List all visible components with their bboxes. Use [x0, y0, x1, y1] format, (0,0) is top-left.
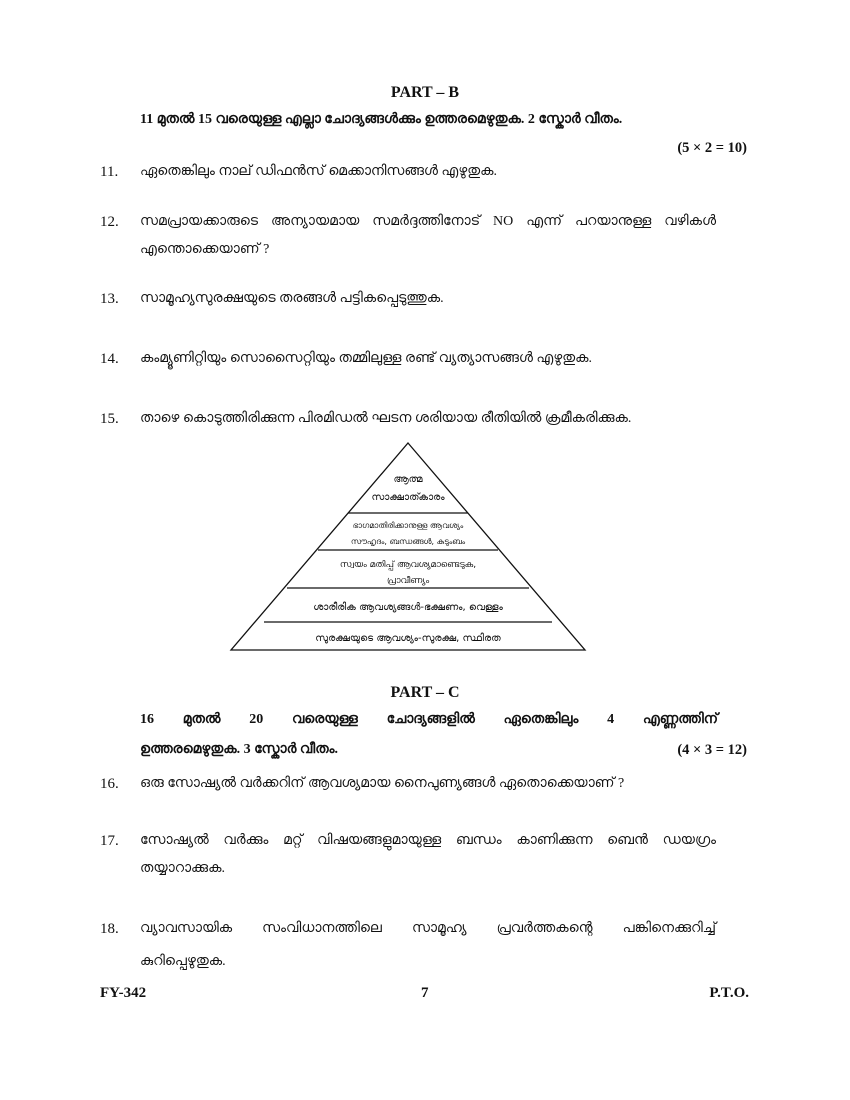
question-number: 18. [100, 921, 119, 937]
question-text-continued: തയ്യാറാക്കുക. [140, 861, 225, 876]
pyramid-level-1-line1: ആത്മ [393, 474, 423, 485]
question-text: സാമൂഹ്യസുരക്ഷയുടെ തരങ്ങൾ പട്ടികപ്പെടുത്തുക. [140, 291, 444, 306]
question-number: 16. [100, 776, 119, 792]
question-text-continued: കുറിപ്പെഴുതുക. [140, 954, 226, 969]
question-number: 14. [100, 351, 119, 367]
pyramid-level-2-line2: സൗഹൃദം, ബന്ധങ്ങൾ, കുടുംബം [350, 537, 466, 546]
question-text: ഏതെങ്കിലും നാല് ഡിഫൻസ് മെക്കാനിസങ്ങൾ എഴുതുക. [140, 164, 497, 179]
pyramid-level-3-line2: പ്രാവീണ്യം [386, 576, 430, 586]
pyramid-level-1-line2: സാക്ഷാത്കാരം [371, 492, 445, 503]
question-number: 17. [100, 833, 119, 849]
question-text: കംമ്യൂണിറ്റിയും സൊസൈറ്റിയും തമ്മിലുള്ള രണ്ട് വ്യത്യാസങ്ങൾ എഴുതുക. [140, 351, 592, 366]
part-c-instruction: 16 മുതൽ 20 വരെയുള്ള ചോദ്യങ്ങളിൽ ഏതെങ്കിലും 4 എണ്ണത്തിന് [140, 712, 718, 727]
question-number: 12. [100, 214, 119, 230]
part-c-instruction-continued: ഉത്തരമെഴുതുക. 3 സ്കോർ വീതം. [140, 742, 338, 757]
part-b-instruction: 11 മുതൽ 15 വരെയുള്ള എല്ലാ ചോദ്യങ്ങൾക്കും ഉത്തരമെഴുതുക. 2 സ്കോർ വീതം. [140, 112, 623, 127]
question-text: സോഷ്യൽ വർക്കും മറ്റ് വിഷയങ്ങളുമായുള്ള ബന്ധം കാണിക്കുന്ന ബെൻ ഡയഗ്രം [140, 833, 716, 848]
question-text: ഒരു സോഷ്യൽ വർക്കറിന് ആവശ്യമായ നൈപുണ്യങ്ങൾ ഏതൊക്കെയാണ് ? [140, 776, 625, 791]
pyramid-level-4: ശാരീരിക ആവശ്യങ്ങൾ-ഭക്ഷണം, വെള്ളം [313, 602, 503, 613]
question-text: സമപ്രായക്കാരുടെ അന്യായമായ സമർദ്ദത്തിനോട് NO എന്ന് പറയാനുള്ള വഴികൾ [140, 214, 716, 229]
part-b-marks: (5 × 2 = 10) [677, 140, 747, 156]
pyramid-level-5: സുരക്ഷയുടെ ആവശ്യം-സുരക്ഷ, സ്ഥിരത [315, 633, 501, 644]
page-number: 7 [421, 985, 429, 1001]
question-number: 15. [100, 411, 119, 427]
pyramid-level-3-line1: സ്വയം മതിപ്പ് ആവശ്യമാണ്ടെടുക, [339, 560, 477, 570]
part-c-title: PART – C [390, 684, 460, 701]
question-number: 11. [100, 164, 119, 180]
question-text: വ്യാവസായിക സംവിധാനത്തിലെ സാമൂഹ്യ പ്രവർത്തകന്റെ പങ്കിനെക്കുറിച്ച് [140, 921, 716, 936]
please-turn-over: P.T.O. [709, 985, 749, 1001]
question-text-continued: എന്തൊക്കെയാണ് ? [140, 242, 270, 257]
paper-code: FY-342 [100, 985, 147, 1001]
question-number: 13. [100, 291, 119, 307]
needs-pyramid-diagram [228, 440, 588, 655]
part-c-marks: (4 × 3 = 12) [677, 742, 747, 758]
part-b-title: PART – B [390, 84, 460, 101]
pyramid-level-2-line1: ഭാഗമാതിരിക്കാനുള്ള ആവശ്യം [352, 521, 464, 530]
question-text: താഴെ കൊടുത്തിരിക്കുന്ന പിരമിഡൽ ഘടന ശരിയായ രീതിയിൽ ക്രമീകരിക്കുക. [140, 411, 632, 426]
